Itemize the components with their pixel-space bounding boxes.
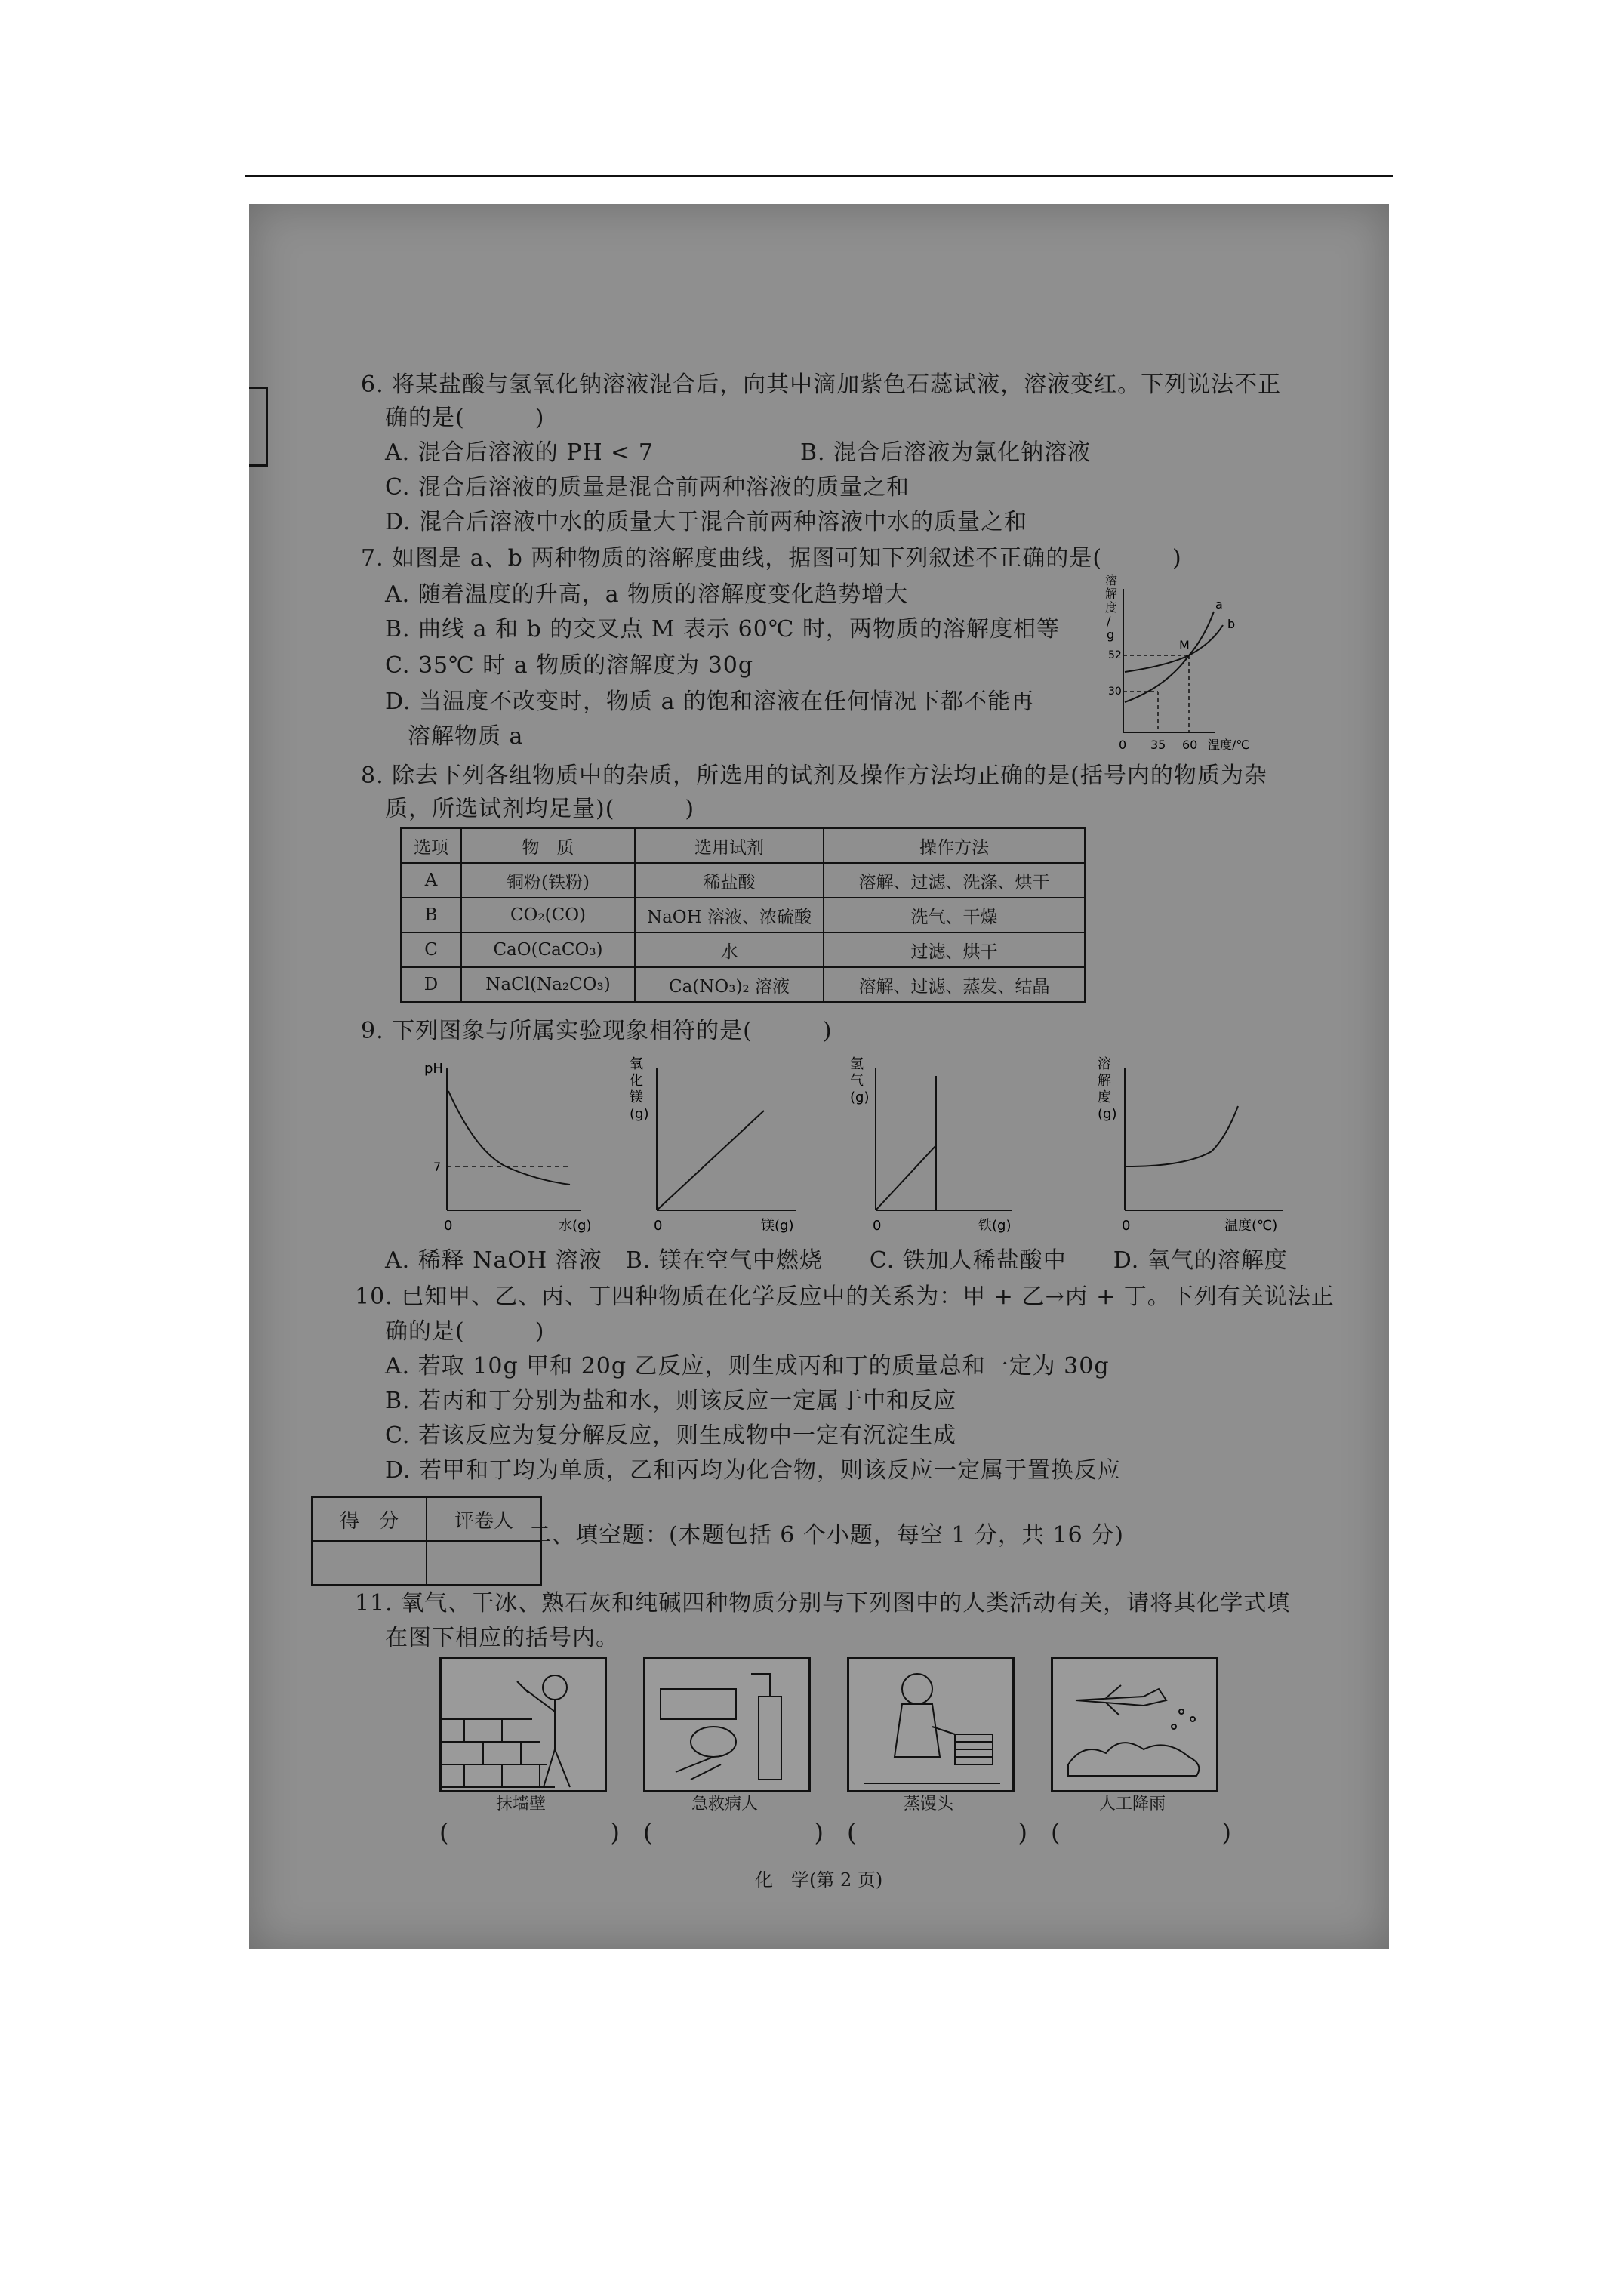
svg-text:g: g xyxy=(1107,627,1115,642)
wall-plastering-picture xyxy=(439,1657,607,1792)
svg-text:水(g): 水(g) xyxy=(559,1218,592,1234)
col-header: 选用试剂 xyxy=(635,828,824,863)
q9-options: A. 稀释 NaOH 溶液 B. 镁在空气中燃烧 C. 铁加人稀盐酸中 D. 氧气的溶解度 xyxy=(385,1247,1288,1274)
answer-bracket-1[interactable]: ( ) xyxy=(439,1818,658,1847)
q6-stem-2: 确的是( ) xyxy=(385,405,545,431)
q9-graph-a xyxy=(423,1053,619,1234)
q7-label-a: a xyxy=(1215,597,1223,612)
score-label: 得 分 xyxy=(312,1497,427,1541)
q6-option-b: B. 混合后溶液为氯化钠溶液 xyxy=(800,439,1092,466)
svg-text:铁(g): 铁(g) xyxy=(978,1218,1012,1234)
svg-text:(g): (g) xyxy=(630,1106,649,1122)
q7-xlabel: 温度/℃ xyxy=(1208,738,1250,752)
svg-text:(g): (g) xyxy=(1098,1106,1117,1122)
q10-stem-1: 10. 已知甲、乙、丙、丁四种物质在化学反应中的关系为：甲 + 乙→丙 + 丁。下列有关说法正 xyxy=(355,1284,1335,1310)
svg-text:0: 0 xyxy=(873,1218,882,1234)
q9-curve-a xyxy=(448,1091,570,1185)
q10-option-b: B. 若丙和丁分别为盐和水，则该反应一定属于中和反应 xyxy=(385,1388,957,1414)
col-header: 物 质 xyxy=(461,828,635,863)
col-header: 选项 xyxy=(401,828,461,863)
q8-stem-1: 8. 除去下列各组物质中的杂质，所选用的试剂及操作方法均正确的是(括号内的物质为杂 xyxy=(361,763,1267,789)
q6-option-d: D. 混合后溶液中水的质量大于混合前两种溶液中水的质量之和 xyxy=(385,509,1028,535)
q10-option-d: D. 若甲和丁均为单质，乙和丙均为化合物，则该反应一定属于置换反应 xyxy=(385,1457,1122,1484)
q9-stem: 9. 下列图象与所属实验现象相符的是( ) xyxy=(361,1018,833,1044)
svg-text:温度(℃): 温度(℃) xyxy=(1224,1218,1278,1234)
page-footer: 化 学(第 2 页) xyxy=(755,1869,883,1891)
score-cell[interactable] xyxy=(312,1541,427,1585)
caption-plastering: 抹墙壁 xyxy=(495,1795,546,1814)
svg-text:pH: pH xyxy=(424,1061,443,1077)
q9-curve-c-1 xyxy=(876,1145,936,1210)
svg-text:0: 0 xyxy=(1122,1218,1131,1234)
q10-option-c: C. 若该反应为复分解反应，则生成物中一定有沉淀生成 xyxy=(385,1422,956,1449)
q7-tick-30: 30 xyxy=(1108,686,1122,698)
svg-text:0: 0 xyxy=(654,1218,663,1234)
svg-text:/: / xyxy=(1107,614,1111,628)
table-row: C CaO(CaCO₃) 水 过滤、烘干 xyxy=(401,932,1085,967)
grader-cell[interactable] xyxy=(427,1541,541,1585)
q7-ylabel-2: 解 xyxy=(1105,587,1118,601)
q7-curve-b xyxy=(1125,625,1223,672)
section-2-heading: 二、填空题：(本题包括 6 个小题，每空 1 分，共 16 分) xyxy=(528,1522,1124,1549)
q7-ylabel-1: 溶 xyxy=(1105,574,1118,587)
q7-point-m: M xyxy=(1179,638,1190,652)
svg-text:镁(g): 镁(g) xyxy=(761,1218,794,1234)
q7-stem: 7. 如图是 a、b 两种物质的溶解度曲线，据图可知下列叙述不正确的是( ) xyxy=(361,545,1182,572)
q7-option-d-2: 溶解物质 a xyxy=(408,723,524,750)
q11-stem-1: 11. 氧气、干冰、熟石灰和纯碱四种物质分别与下列图中的人类活动有关，请将其化学式填 xyxy=(355,1590,1291,1616)
q7-option-c: C. 35℃ 时 a 物质的溶解度为 30g xyxy=(385,652,754,679)
score-box xyxy=(311,1496,542,1586)
svg-text:0: 0 xyxy=(444,1218,453,1234)
svg-text:0: 0 xyxy=(1119,738,1127,752)
artificial-rain-picture xyxy=(1051,1657,1218,1792)
q7-tick-60: 60 xyxy=(1182,738,1198,752)
q9-curve-d xyxy=(1126,1106,1238,1166)
q7-curve-a xyxy=(1125,612,1214,702)
svg-text:氧: 氧 xyxy=(630,1056,643,1072)
table-row: A 铜粉(铁粉) 稀盐酸 溶解、过滤、洗涤、烘干 xyxy=(401,863,1085,898)
svg-text:溶: 溶 xyxy=(1098,1056,1111,1072)
q6-option-a: A. 混合后溶液的 PH < 7 xyxy=(385,439,654,466)
answer-bracket-3[interactable]: ( ) xyxy=(847,1818,1065,1847)
q6-stem-1: 6. 将某盐酸与氢氧化钠溶液混合后，向其中滴加紫色石蕊试液，溶液变红。下列说法不正 xyxy=(361,371,1282,398)
emergency-patient-picture xyxy=(643,1657,811,1792)
margin-box xyxy=(249,387,268,467)
q10-stem-2: 确的是( ) xyxy=(385,1318,545,1345)
top-rule xyxy=(245,175,1393,177)
q9-graph-b xyxy=(627,1053,823,1234)
table-header-row xyxy=(401,828,1085,863)
svg-text:(g): (g) xyxy=(850,1089,870,1105)
q9-graph-d xyxy=(1057,1053,1298,1234)
q7-tick-52: 52 xyxy=(1108,649,1122,661)
col-header: 操作方法 xyxy=(824,828,1085,863)
solubility-curve-graph xyxy=(1095,574,1268,759)
caption-patient: 急救病人 xyxy=(691,1795,758,1814)
table-row: B CO₂(CO) NaOH 溶液、浓硫酸 洗气、干燥 xyxy=(401,898,1085,932)
caption-rain: 人工降雨 xyxy=(1098,1795,1166,1814)
answer-bracket-4[interactable]: ( ) xyxy=(1051,1818,1269,1847)
q8-stem-2: 质，所选试剂均足量)( ) xyxy=(385,796,695,822)
q9-curve-b xyxy=(657,1111,764,1210)
q6-option-c: C. 混合后溶液的质量是混合前两种溶液的质量之和 xyxy=(385,474,910,501)
svg-text:7: 7 xyxy=(433,1160,442,1174)
caption-buns: 蒸馒头 xyxy=(903,1795,953,1814)
q7-tick-35: 35 xyxy=(1150,738,1166,752)
steamed-buns-picture xyxy=(847,1657,1015,1792)
table-row: D NaCl(Na₂CO₃) Ca(NO₃)₂ 溶液 溶解、过滤、蒸发、结晶 xyxy=(401,967,1085,1002)
grader-label: 评卷人 xyxy=(427,1497,541,1541)
q7-option-d-1: D. 当温度不改变时，物质 a 的饱和溶液在任何情况下都不能再 xyxy=(385,689,1035,715)
q7-label-b: b xyxy=(1227,617,1236,631)
q11-stem-2: 在图下相应的括号内。 xyxy=(385,1625,619,1651)
svg-text:度: 度 xyxy=(1098,1089,1111,1105)
q10-option-a: A. 若取 10g 甲和 20g 乙反应，则生成丙和丁的质量总和一定为 30g xyxy=(385,1353,1110,1379)
q7-ylabel-3: 度 xyxy=(1105,600,1118,615)
svg-text:化: 化 xyxy=(630,1073,643,1089)
svg-text:氢: 氢 xyxy=(850,1056,864,1072)
svg-text:解: 解 xyxy=(1098,1073,1111,1089)
q9-graph-c xyxy=(830,1053,1027,1234)
q8-table xyxy=(400,827,1086,1003)
q7-option-b: B. 曲线 a 和 b 的交叉点 M 表示 60℃ 时，两物质的溶解度相等 xyxy=(385,616,1060,643)
answer-bracket-2[interactable]: ( ) xyxy=(643,1818,861,1847)
svg-text:气: 气 xyxy=(850,1073,864,1089)
q7-option-a: A. 随着温度的升高，a 物质的溶解度变化趋势增大 xyxy=(385,581,909,608)
svg-text:镁: 镁 xyxy=(630,1089,643,1105)
